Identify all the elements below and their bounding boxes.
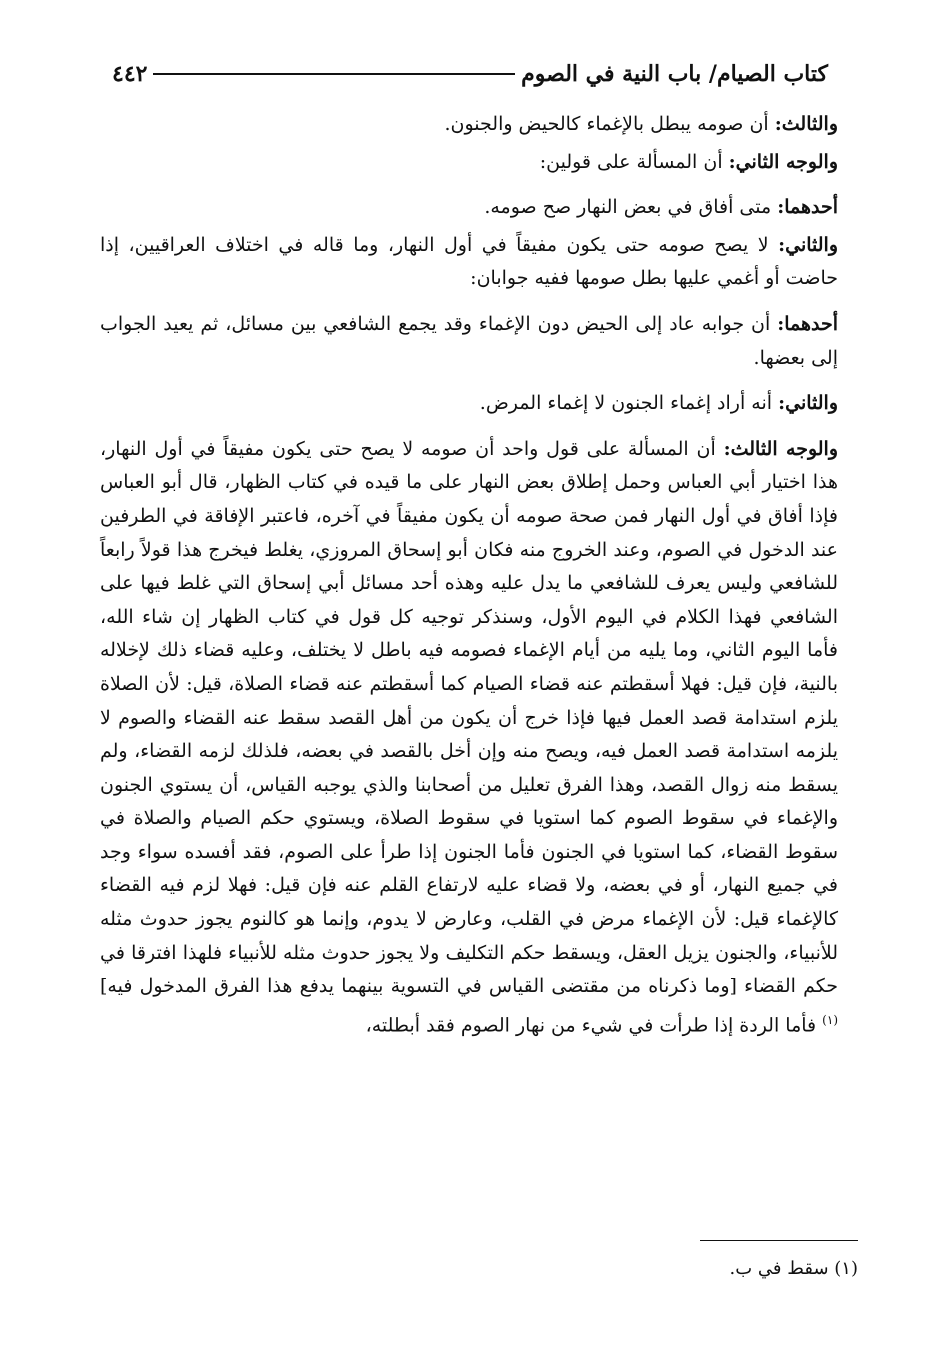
footnote <box>500 1255 858 1283</box>
paragraph-term: أحدهما: <box>777 312 838 335</box>
paragraph <box>100 108 838 142</box>
header-rule <box>153 73 515 75</box>
paragraph-term: والثاني: <box>778 233 838 256</box>
footnote-text: سقط في ب. <box>729 1258 829 1279</box>
paragraph <box>100 146 838 180</box>
header-title: كتاب الصيام/ باب النية في الصوم <box>521 61 828 87</box>
paragraph-term: والوجه الثالث: <box>723 437 839 460</box>
paragraph-text: أن المسألة على قول واحد أن صومه لا يصح حتى يكون مفيقاً في أول النهار، هذا اختيار أبي العباس وحمل إطلاق بعض النهار على ما قيده في كتاب الظهار، قال أبو العباس فإذا أفاق في أول النهار فمن صحة صومه أن يكون مفيقاً في آخره، فاعتبر الإفاقة في الطرفين عند الدخول في الصوم، وعند الخروج منه فكان أبو إسحاق المروزي، يغلط فيخرج هذا قولاً رابعاً للشافعي وليس يعرف للشافعي ما يدل عليه وهذه أحد مسائل أبي إسحاق التي غلط فيها على الشافعي فهذا الكلام في اليوم الأول، وسنذكر توجيه كل قول في كتاب الظهار إن شاء الله، فأما اليوم الثاني، وما يليه من أيام الإغماء فصومه فيه باطل لا يختلف، وعليه قضاء ذلك لإخلاله بالنية، فإن قيل: فهلا أسقطتم عنه قضاء الصيام كما أسقطتم عنه قضاء الصلاة، قيل: لأن الصلاة يلزم استدامة قصد العمل فيها فإذا خرج أن يكون من أهل القصد سقط عنه القضاء والصوم لا يلزمه استدامة قصد العمل فيه، ويصح منه وإن أخل بالقصد في بعضه، فلذلك لزمه القضاء، ولم يسقط منه زوال القصد، وهذا الفرق تعليل من أصحابنا والذي يوجبه القياس، أن يستوي الجنون والإغماء في سقوط الصوم كما استويا في سقوط الصلاة، ويستوي حكم الصيام والصلاة في سقوط القضاء، كما استويا في الجنون فأما الجنون إذا طرأ على الصوم، فقد أفسده سواء وجد في جميع النهار، أو في بعضه، ولا قضاء عليه لارتفاع القلم عنه فإن قيل: فهلا لزم فيه القضاء كالإغماء قيل: لأن الإغماء مرض في القلب، وعارض لا يدوم، وإنما هو كالنوم يجوز حدوث مثله للأنبياء، والجنون يزيل العقل، ويسقط حكم التكليف ولا يجوز حدوث مثله للأنبياء فلهذا افترقا في حكم القضاء [وما ذكرناه من مقتضى القياس في التسوية بينهما يدفع هذا الفرق المدخول فيه] <box>100 437 838 998</box>
body-text <box>100 108 838 1055</box>
paragraph <box>100 191 838 225</box>
paragraph <box>100 229 838 296</box>
paragraph-text-tail: فأما الردة إذا طرأت في شيء من نهار الصوم فقد أبطلته، <box>365 1014 823 1037</box>
paragraph-text: أن جوابه عاد إلى الحيض دون الإغماء وقد يجمع الشافعي بين مسائل، ثم يعيد الجواب إلى بعضها. <box>100 312 838 369</box>
page-number: ٤٤٢ <box>112 61 148 87</box>
paragraph-term: والوجه الثاني: <box>728 150 838 173</box>
running-header <box>100 52 840 96</box>
footnote-reference: (١) <box>822 1012 838 1027</box>
paragraph <box>100 308 838 375</box>
paragraph <box>100 433 838 1043</box>
footnote-separator <box>700 1240 858 1241</box>
footnote-marker: (١) <box>834 1258 858 1279</box>
paragraph-text: متى أفاق في بعض النهار صح صومه. <box>484 196 772 219</box>
paragraph-term: والثالث: <box>774 113 838 135</box>
paragraph-text: لا يصح صومه حتى يكون مفيقاً في أول النهار، وما قاله في اختلاف العراقيين، إذا حاضت أو أغمي عليها بطل صومها ففيه جوابان: <box>100 233 838 290</box>
paragraph-text: أن المسألة على قولين: <box>539 150 723 173</box>
paragraph-text: أنه أراد إغماء الجنون لا إغماء المرض. <box>479 392 773 415</box>
paragraph <box>100 387 838 421</box>
paragraph-text: أن صومه يبطل بالإغماء كالحيض والجنون. <box>444 113 769 135</box>
paragraph-term: والثاني: <box>778 392 838 415</box>
paragraph-term: أحدهما: <box>777 196 838 219</box>
